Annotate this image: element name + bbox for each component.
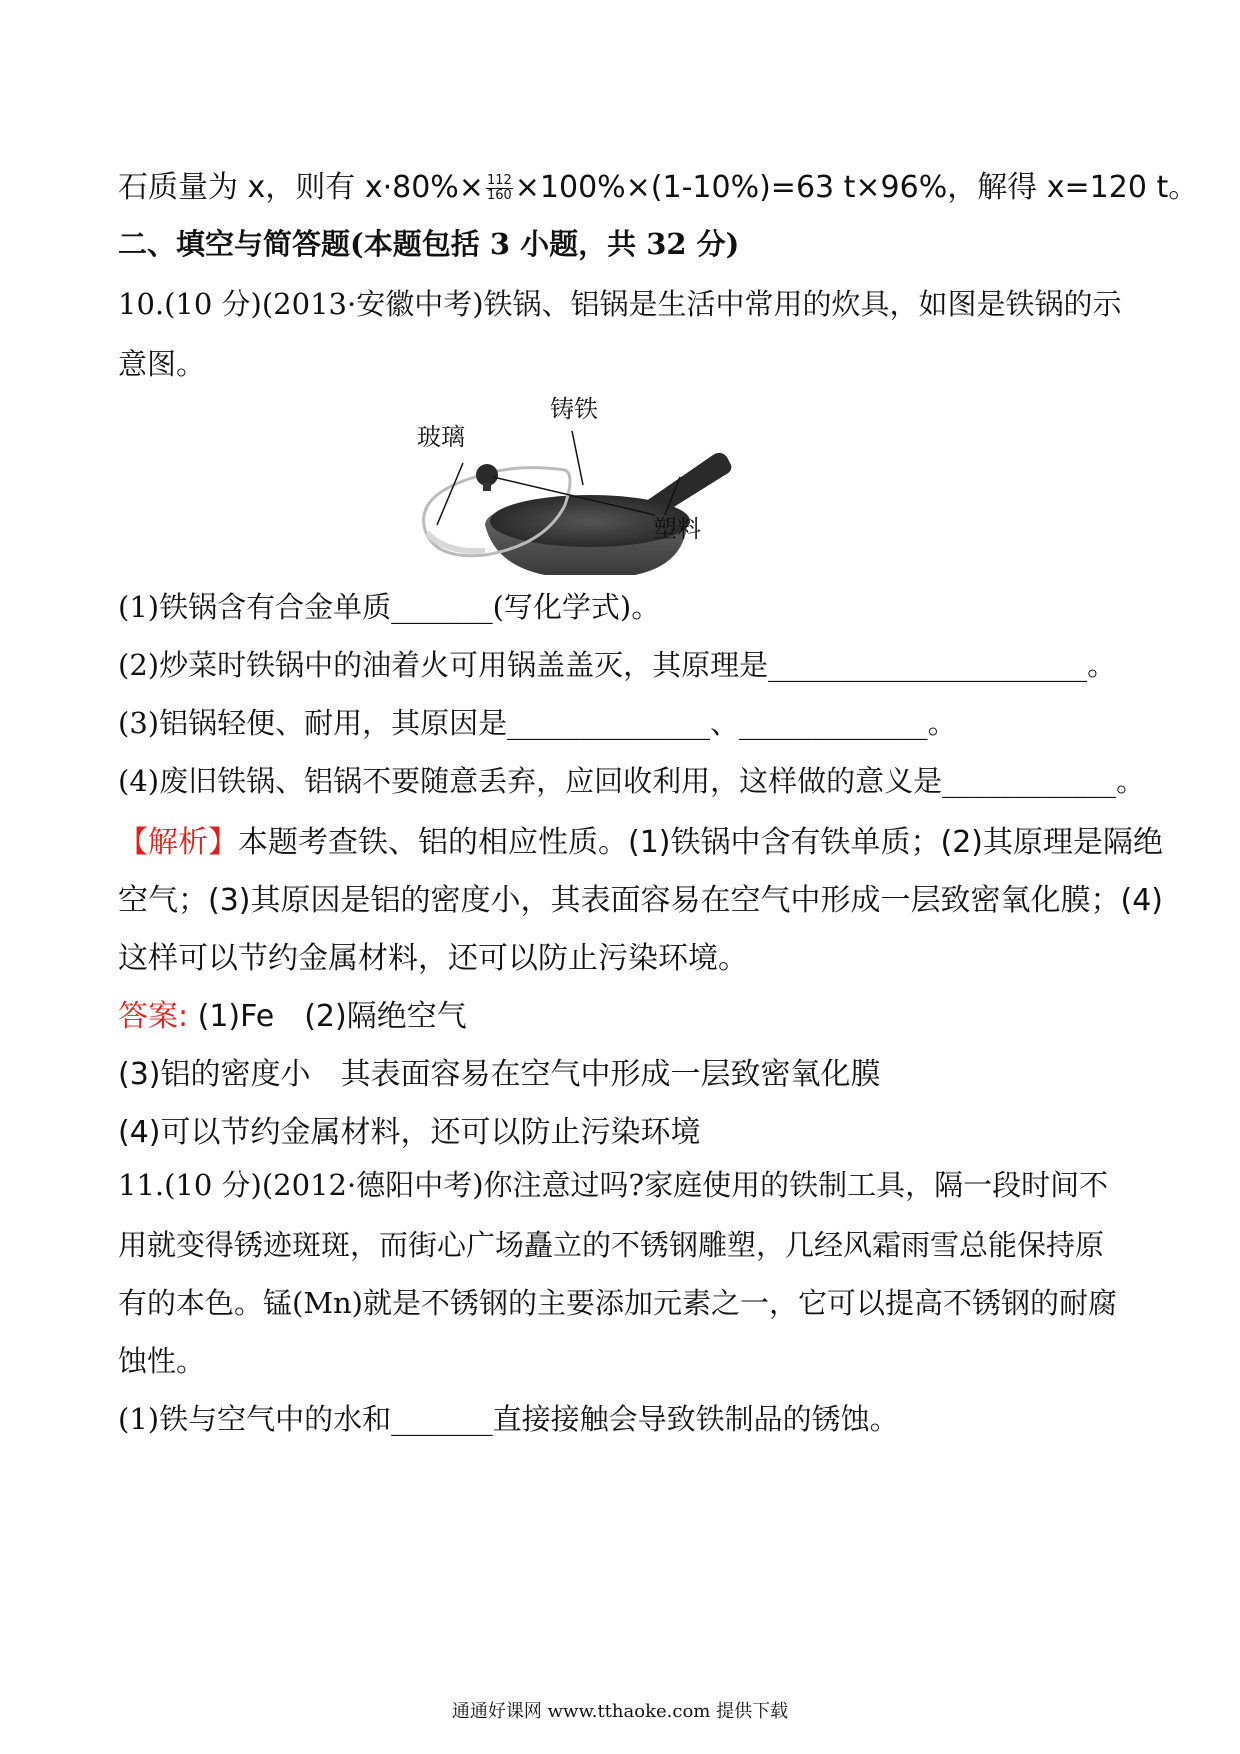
q10-stem-line-2: 意图。 [118, 347, 206, 381]
label-plastic: 塑料 [653, 515, 701, 543]
label-cast-iron: 铸铁 [550, 395, 598, 423]
section-heading: 二、填空与简答题(本题包括 3 小题，共 32 分) [118, 227, 740, 261]
answer-label: 答案: [118, 999, 189, 1034]
analysis-line-1 [118, 817, 1163, 861]
q11-stem-line-1: 11.(10 分)(2012·德阳中考)你注意过吗?家庭使用的铁制工具，隔一段时间不 [118, 1168, 1109, 1202]
lid-knob [476, 464, 498, 486]
q11-stem-line-2: 用就变得锈迹斑斑，而街心广场矗立的不锈钢雕塑，几经风霜雨雪总能保持原 [118, 1228, 1105, 1262]
leader-cast-iron [572, 431, 583, 485]
calc-suffix: ×100%×(1-10%)=63 t×96%，解得 x=120 t。 [514, 170, 1199, 205]
answer-line-1 [118, 991, 467, 1035]
analysis-label: 【解析】 [118, 825, 238, 860]
calculation-line [118, 162, 1198, 206]
calc-prefix: 石质量为 x，则有 x·80%× [118, 170, 484, 205]
analysis-text-1: 本题考查铁、铝的相应性质。(1)铁锅中含有铁单质；(2)其原理是隔绝 [238, 825, 1163, 860]
page-footer: 通通好课网 www.tthaoke.com 提供下载 [451, 1701, 789, 1722]
q10-part-2: (2)炒菜时铁锅中的油着火可用锅盖盖灭，其原理是______________________。 [118, 648, 1117, 682]
q10-stem-line-1: 10.(10 分)(2013·安徽中考)铁锅、铝锅是生活中常用的炊具，如图是铁锅的示 [118, 287, 1122, 321]
answer-line-2: (3)铝的密度小 其表面容易在空气中形成一层致密氧化膜 [118, 1057, 881, 1092]
glass-lid-rim [427, 533, 485, 551]
fraction [486, 174, 513, 203]
fraction-denominator: 160 [486, 188, 512, 203]
q10-part-3: (3)铝锅轻便、耐用，其原因是______________、_____________。 [118, 706, 957, 740]
fraction-numerator: 112 [486, 173, 512, 188]
q10-part-1: (1)铁锅含有合金单质_______(写化学式)。 [118, 590, 661, 624]
analysis-line-3: 这样可以节约金属材料，还可以防止污染环境。 [118, 941, 748, 976]
answer-line-3: (4)可以节约金属材料，还可以防止污染环境 [118, 1115, 701, 1150]
label-glass: 玻璃 [417, 423, 465, 451]
answer-text-1: (1)Fe (2)隔绝空气 [188, 999, 467, 1034]
q10-part-4: (4)废旧铁锅、铝锅不要随意丢弃，应回收利用，这样做的意义是____________。 [118, 764, 1146, 798]
leader-glass [437, 463, 463, 525]
lid-knob-stem [483, 483, 491, 491]
analysis-line-2: 空气；(3)其原因是铝的密度小，其表面容易在空气中形成一层致密氧化膜；(4) [118, 883, 1163, 918]
q11-part-1: (1)铁与空气中的水和_______直接接触会导致铁制品的锈蚀。 [118, 1402, 899, 1436]
q11-stem-line-3: 有的本色。锰(Mn)就是不锈钢的主要添加元素之一，它可以提高不锈钢的耐腐 [118, 1286, 1118, 1320]
frying-pan-figure [417, 395, 815, 610]
q11-stem-line-4: 蚀性。 [118, 1344, 206, 1378]
